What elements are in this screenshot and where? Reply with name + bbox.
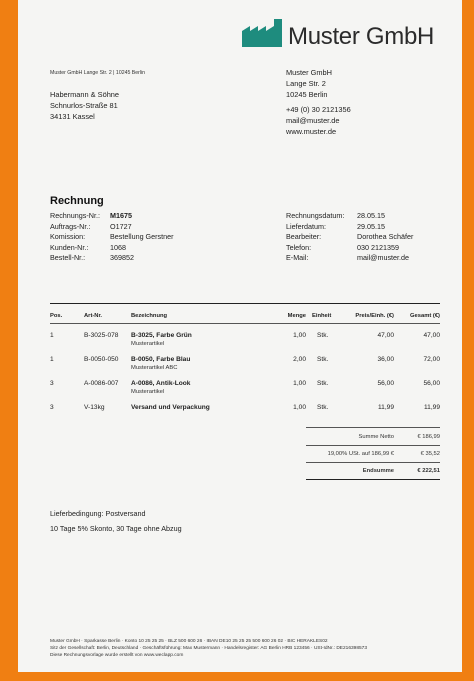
info-value: M1675 (110, 211, 132, 220)
info-label: Bearbeiter: (286, 232, 322, 242)
info-row (286, 211, 456, 222)
cell-description: Versand und Verpackung (131, 404, 210, 411)
recipient-line: Schnurlos-Straße 81 (50, 101, 118, 110)
info-label: E-Mail: (286, 253, 309, 263)
cell-unit: Stk. (317, 404, 329, 411)
contact-line: www.muster.de (286, 127, 337, 136)
col-header-quantity: Menge (287, 313, 306, 319)
cell-unit-price: 56,00 (377, 380, 394, 387)
info-label: Rechnungs-Nr.: (50, 211, 100, 220)
cell-total: 72,00 (423, 356, 440, 363)
info-label: Rechnungsdatum: (286, 211, 345, 220)
cell-unit-price: 11,99 (377, 404, 394, 411)
info-value: 369852 (110, 253, 134, 263)
info-value: 1068 (110, 242, 126, 252)
cell-description: B-0050, Farbe Blau (131, 356, 191, 363)
net-total-value: € 186,99 (417, 434, 440, 440)
cell-description: A-0086, Antik-Look (131, 380, 191, 387)
info-label: Auftrags-Nr.: (50, 221, 91, 231)
info-label: Bestell-Nr.: (50, 253, 86, 263)
company-contact (286, 67, 351, 137)
info-row (286, 243, 456, 254)
company-logo-text: Muster GmbH (288, 23, 435, 50)
info-row (286, 232, 456, 243)
contact-line: +49 (0) 30 2121356 (286, 105, 351, 114)
info-row (50, 243, 250, 254)
footer-credit-line: Diese Rechnungsvorlage wurde erstellt von www.weclapp.com (50, 652, 184, 658)
info-value: O1727 (110, 221, 132, 231)
cell-subtitle: Musterartikel ABC (131, 365, 178, 371)
payment-terms: 10 Tage 5% Skonto, 30 Tage ohne Abzug (50, 524, 182, 533)
cell-artnr: B-0050-050 (84, 356, 119, 363)
cell-unit-price: 36,00 (377, 356, 394, 363)
cell-pos: 1 (50, 356, 54, 363)
contact-line: Lange Str. 2 (286, 79, 326, 88)
info-value: Bestellung Gerstner (110, 232, 174, 242)
cell-total: 11,99 (423, 404, 440, 411)
cell-artnr: B-3025-078 (84, 332, 119, 339)
recipient-line: 34131 Kassel (50, 112, 95, 121)
grand-total-value: € 222,51 (417, 468, 440, 474)
cell-unit-price: 47,00 (377, 332, 394, 339)
contact-line: mail@muster.de (286, 116, 340, 125)
info-value: 030 2121359 (357, 242, 399, 252)
cell-artnr: A-0086-007 (84, 380, 119, 387)
footer-company-line: Sitz der Gesellschaft: Berlin, Deutschland · Geschäftsführung: Max Mustermann · Handelsregister: AG Berlin HRB 123456 · USt-IdNr.: DE216398573 (50, 645, 368, 651)
totals-top-rule (306, 427, 440, 428)
table-top-rule (50, 303, 440, 304)
cell-subtitle: Musterartikel (131, 341, 165, 347)
info-row (50, 222, 250, 233)
contact-line: 10245 Berlin (286, 90, 328, 99)
cell-quantity: 1,00 (293, 404, 306, 411)
info-label: Telefon: (286, 242, 312, 252)
cell-quantity: 1,00 (293, 380, 306, 387)
info-value: 29.05.15 (357, 221, 385, 231)
cell-pos: 1 (50, 332, 54, 339)
invoice-info-left (50, 211, 250, 264)
info-row (286, 222, 456, 233)
cell-quantity: 2,00 (293, 356, 306, 363)
info-row (50, 232, 250, 243)
table-header-rule (50, 323, 440, 324)
info-row (286, 253, 456, 264)
col-header-total: Gesamt (€) (410, 313, 440, 319)
sender-line: Muster GmbH Lange Str. 2 | 10245 Berlin (50, 70, 146, 76)
cell-pos: 3 (50, 404, 54, 411)
col-header-artnr: Art-Nr. (84, 313, 103, 319)
grand-total-rule (306, 479, 440, 480)
col-header-unit-price: Preis/Einh. (€) (355, 313, 394, 319)
recipient-address (50, 89, 119, 122)
info-row (50, 253, 250, 264)
recipient-line: Habermann & Söhne (50, 90, 120, 99)
invoice-page (18, 0, 462, 672)
col-header-pos: Pos. (50, 313, 63, 319)
invoice-info-right (286, 211, 456, 264)
footer (50, 639, 367, 659)
cell-unit: Stk. (317, 332, 329, 339)
col-header-description: Bezeichnung (131, 313, 168, 319)
cell-total: 56,00 (423, 380, 440, 387)
footer-bank-line: Muster GmbH · Sparkasse Berlin · Konto 10 25 25 25 · BLZ 500 600 26 · IBAN DE10 25 25 25 500 600 26 02 · BIC HERAKLES02 (50, 639, 328, 644)
cell-unit: Stk. (317, 380, 329, 387)
grand-total-label: Endsumme (362, 468, 394, 474)
info-value: 28.05.15 (357, 211, 385, 220)
cell-total: 47,00 (423, 332, 440, 339)
info-value: mail@muster.de (357, 253, 410, 263)
tax-label: 19,00% USt. auf 186,99 € (327, 451, 394, 457)
cell-pos: 3 (50, 380, 54, 387)
cell-description: B-3025, Farbe Grün (131, 332, 192, 339)
tax-value: € 35,52 (420, 451, 440, 457)
cell-artnr: V-13kg (84, 404, 105, 411)
tax-rule (306, 462, 440, 463)
net-total-label: Summe Netto (358, 434, 394, 440)
info-value: Dorothea Schäfer (357, 232, 414, 242)
cell-unit: Stk. (317, 356, 329, 363)
info-row (50, 211, 250, 222)
info-label: Kunden-Nr.: (50, 242, 89, 252)
cell-quantity: 1,00 (293, 332, 306, 339)
contact-line: Muster GmbH (286, 68, 332, 77)
info-label: Lieferdatum: (286, 221, 326, 231)
document-title: Rechnung (50, 195, 104, 207)
net-rule (306, 445, 440, 446)
delivery-terms: Lieferbedingung: Postversand (50, 509, 146, 518)
col-header-unit: Einheit (312, 313, 332, 319)
info-label: Komission: (50, 232, 86, 242)
cell-subtitle: Musterartikel (131, 389, 165, 395)
factory-logo-icon (242, 17, 284, 47)
